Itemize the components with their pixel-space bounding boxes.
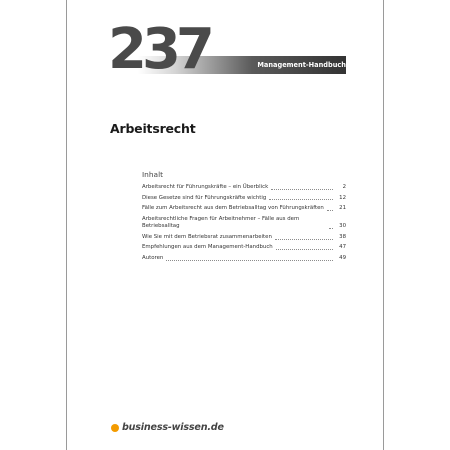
book-number: 237 [108, 17, 210, 82]
toc-leader [271, 189, 333, 190]
toc-entry-title: Fälle zum Arbeitsrecht aus dem Betriebsalltag von Führungskräften [142, 205, 324, 212]
brand-dot-icon [111, 424, 119, 432]
table-of-contents [142, 184, 346, 266]
toc-heading: Inhalt [142, 170, 164, 179]
toc-entry-page: 30 [339, 223, 346, 230]
toc-entry-title: Empfehlungen aus dem Management-Handbuch [142, 244, 273, 251]
toc-entry[interactable] [142, 216, 346, 231]
toc-entry-page: 49 [339, 254, 346, 261]
document-title: Arbeitsrecht [110, 121, 196, 136]
toc-entry[interactable] [142, 234, 346, 241]
toc-leader [276, 249, 333, 250]
toc-entry-page: 38 [339, 233, 346, 240]
toc-entry[interactable] [142, 255, 346, 262]
brand-logo[interactable] [111, 422, 224, 433]
toc-entry[interactable] [142, 244, 346, 251]
toc-leader [269, 199, 333, 200]
toc-leader [329, 228, 333, 229]
toc-entry[interactable] [142, 195, 346, 202]
series-label: Management-Handbuch [257, 61, 346, 69]
toc-entry[interactable] [142, 184, 346, 191]
toc-entry[interactable] [142, 205, 346, 212]
toc-leader [166, 260, 333, 261]
toc-entry-title: Autoren [142, 254, 164, 261]
toc-entry-title: Arbeitsrecht für Führungskräfte – ein Überblick [142, 184, 269, 190]
toc-entry-title: Arbeitsrechtliche Fragen für Arbeitnehmer – Fälle aus dem Betriebsalltag [142, 215, 300, 230]
toc-entry-page: 2 [342, 184, 346, 190]
toc-leader [327, 210, 333, 211]
toc-entry-title: Diese Gesetze sind für Führungskräfte wichtig [142, 194, 267, 201]
brand-name: business-wissen.de [122, 422, 224, 433]
toc-entry-page: 12 [339, 194, 346, 201]
toc-leader [275, 239, 333, 240]
toc-entry-page: 47 [339, 244, 346, 251]
toc-entry-title: Wie Sie mit dem Betriebsrat zusammenarbeiten [142, 233, 272, 240]
toc-entry-page: 21 [339, 205, 346, 212]
